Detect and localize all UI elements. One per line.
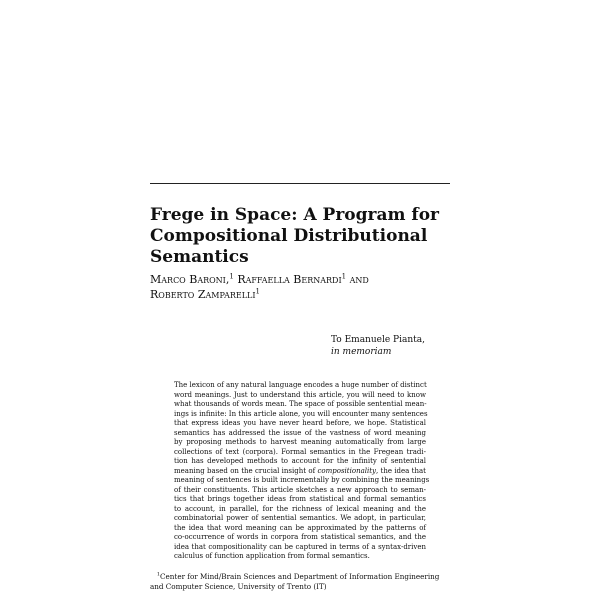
abstract (174, 381, 430, 562)
dedication-line-1: To Emanuele Pianta, (331, 335, 425, 345)
abstract-line: of their constituents. This article sketches a new approach to seman- (174, 485, 426, 494)
dedication-line-2: in memoriam (331, 347, 392, 357)
author-list (150, 272, 450, 302)
footnote-text: Center for Mind/Brain Sciences and Department of Information Engineering (160, 572, 440, 581)
abstract-line: combinatorial power of sentential semantics. We adopt, in particular, (174, 514, 426, 522)
abstract-line: word meanings. Just to understand this article, you will need to know (174, 390, 426, 399)
dedication (331, 334, 425, 358)
title-line-3: Semantics (150, 247, 249, 267)
abstract-text: meaning based on the crucial insight of (174, 466, 318, 475)
footnote-line-2: and Computer Science, University of Trento (IT) (150, 582, 327, 591)
author-zamparelli: Roberto Zamparelli (150, 288, 256, 301)
author-conjunction: and (349, 273, 369, 286)
author-zamparelli-affil: 1 (255, 287, 260, 296)
abstract-line: the idea that word meaning can be approximated by the patterns of (174, 523, 426, 532)
abstract-line: collections of text (corpora). Formal semantics in the Fregean tradi- (174, 447, 426, 456)
abstract-line: co-occurrence of words in corpora from statistical semantics, and the (174, 533, 426, 541)
abstract-line: semantics has addressed the issue of the vastness of word meaning (174, 428, 426, 437)
emphasis-compositionality: compositionality (317, 466, 376, 475)
abstract-line: meaning of sentences is built incrementally by combining the meanings (174, 476, 430, 484)
footnote-line-1 (150, 572, 450, 582)
abstract-line: idea that compositionality can be captured in terms of a syntax-driven (174, 542, 426, 551)
abstract-line: ings is infinite: In this article alone, you will encounter many sentences (174, 409, 428, 418)
paper-title (150, 205, 450, 268)
abstract-line: that express ideas you have never heard before, we hope. Statistical (174, 419, 426, 427)
top-rule (150, 183, 450, 184)
abstract-line: to account, in parallel, for the richness of lexical meaning and the (174, 504, 426, 513)
title-line-1: Frege in Space: A Program for (150, 205, 439, 225)
author-baroni: Marco Baroni, (150, 273, 230, 286)
abstract-line: tion has developed methods to account for the infinity of sentential (174, 457, 426, 465)
footnote-mark: 1 (156, 571, 161, 578)
abstract-line-compositionality (174, 467, 426, 477)
abstract-line: tics that brings together ideas from statistical and formal semantics (174, 495, 426, 503)
author-line-2 (150, 287, 450, 302)
affiliation-footnote (150, 572, 450, 592)
author-baroni-affil: 1 (229, 272, 234, 281)
abstract-line: calculus of function application from formal semantics. (174, 552, 370, 560)
abstract-line: what thousands of words mean. The space of possible sentential mean- (174, 400, 427, 408)
author-line-1 (150, 272, 450, 287)
abstract-text: , the idea that (376, 466, 426, 475)
author-bernardi: Raffaella Bernardi (237, 273, 342, 286)
abstract-line: The lexicon of any natural language encodes a huge number of distinct (174, 381, 427, 389)
author-bernardi-affil: 1 (341, 272, 347, 281)
title-line-2: Compositional Distributional (150, 226, 428, 246)
abstract-line: by proposing methods to harvest meaning automatically from large (174, 438, 426, 446)
